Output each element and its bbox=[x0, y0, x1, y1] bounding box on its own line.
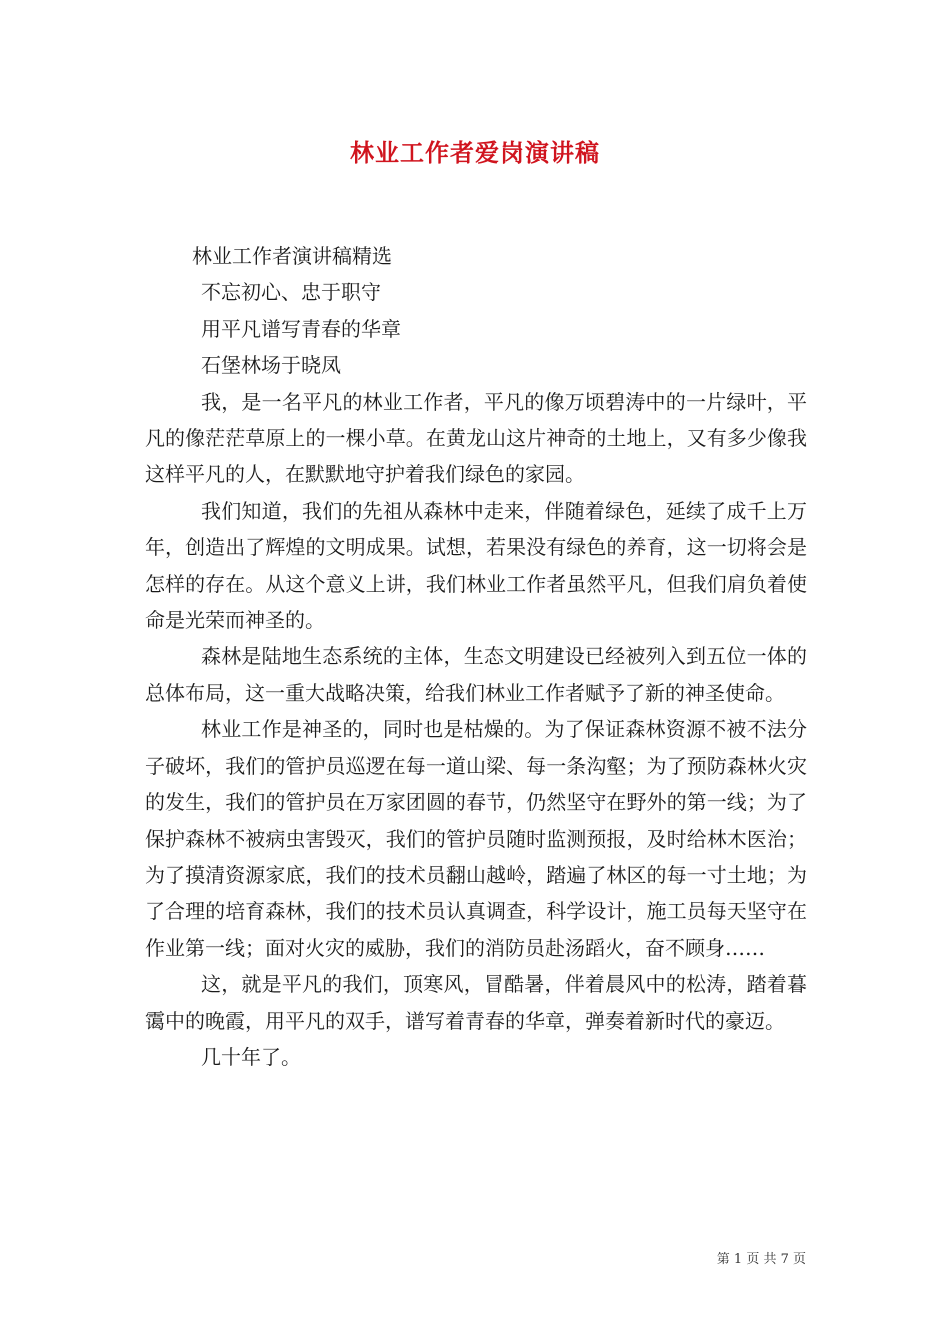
paragraph: 这，就是平凡的我们，顶寒风，冒酷暑，伴着晨风中的松涛，踏着暮霭中的晚霞，用平凡的双手，谱写着青春的华章，弹奏着新时代的豪迈。 bbox=[145, 972, 807, 1033]
document-title: 林业工作者爱岗演讲稿 bbox=[350, 138, 600, 167]
author-line: 石堡林场于晓凤 bbox=[201, 353, 341, 378]
subheading: 用平凡谱写青春的华章 bbox=[201, 316, 401, 341]
paragraph: 林业工作是神圣的，同时也是枯燥的。为了保证森林资源不被不法分子破坏，我们的管护员巡逻在每一道山梁、每一条沟壑；为了预防森林火灾的发生，我们的管护员在万家团圆的春节，仍然坚守在野外的第一线；为了保护森林不被病虫害毁灭，我们的管护员随时监测预报，及时给林木医治；为了摸清资源家底，我们的技术员翻山越岭，踏遍了林区的每一寸土地；为了合理的培育森林，我们的技术员认真调查，科学设计，施工员每天坚守在作业第一线；面对火灾的威胁，我们的消防员赴汤蹈火，奋不顾身…… bbox=[145, 717, 807, 960]
paragraph: 我，是一名平凡的林业工作者，平凡的像万顷碧涛中的一片绿叶，平凡的像茫茫草原上的一棵小草。在黄龙山这片神奇的土地上，又有多少像我这样平凡的人，在默默地守护着我们绿色的家园。 bbox=[145, 389, 807, 487]
paragraph: 森林是陆地生态系统的主体，生态文明建设已经被列入到五位一体的总体布局，这一重大战略决策，给我们林业工作者赋予了新的神圣使命。 bbox=[145, 644, 807, 705]
subheading: 林业工作者演讲稿精选 bbox=[192, 244, 392, 268]
paragraph: 几十年了。 bbox=[201, 1044, 301, 1069]
document-body bbox=[145, 238, 807, 1075]
paragraph: 我们知道，我们的先祖从森林中走来，伴随着绿色，延续了成千上万年，创造出了辉煌的文明成果。试想，若果没有绿色的养育，这一切将会是怎样的存在。从这个意义上讲，我们林业工作者虽然平凡，但我们肩负着使命是光荣而神圣的。 bbox=[145, 498, 807, 633]
page-number: 第 1 页 共 7 页 bbox=[716, 1252, 806, 1267]
subheading: 不忘初心、忠于职守 bbox=[201, 280, 381, 305]
